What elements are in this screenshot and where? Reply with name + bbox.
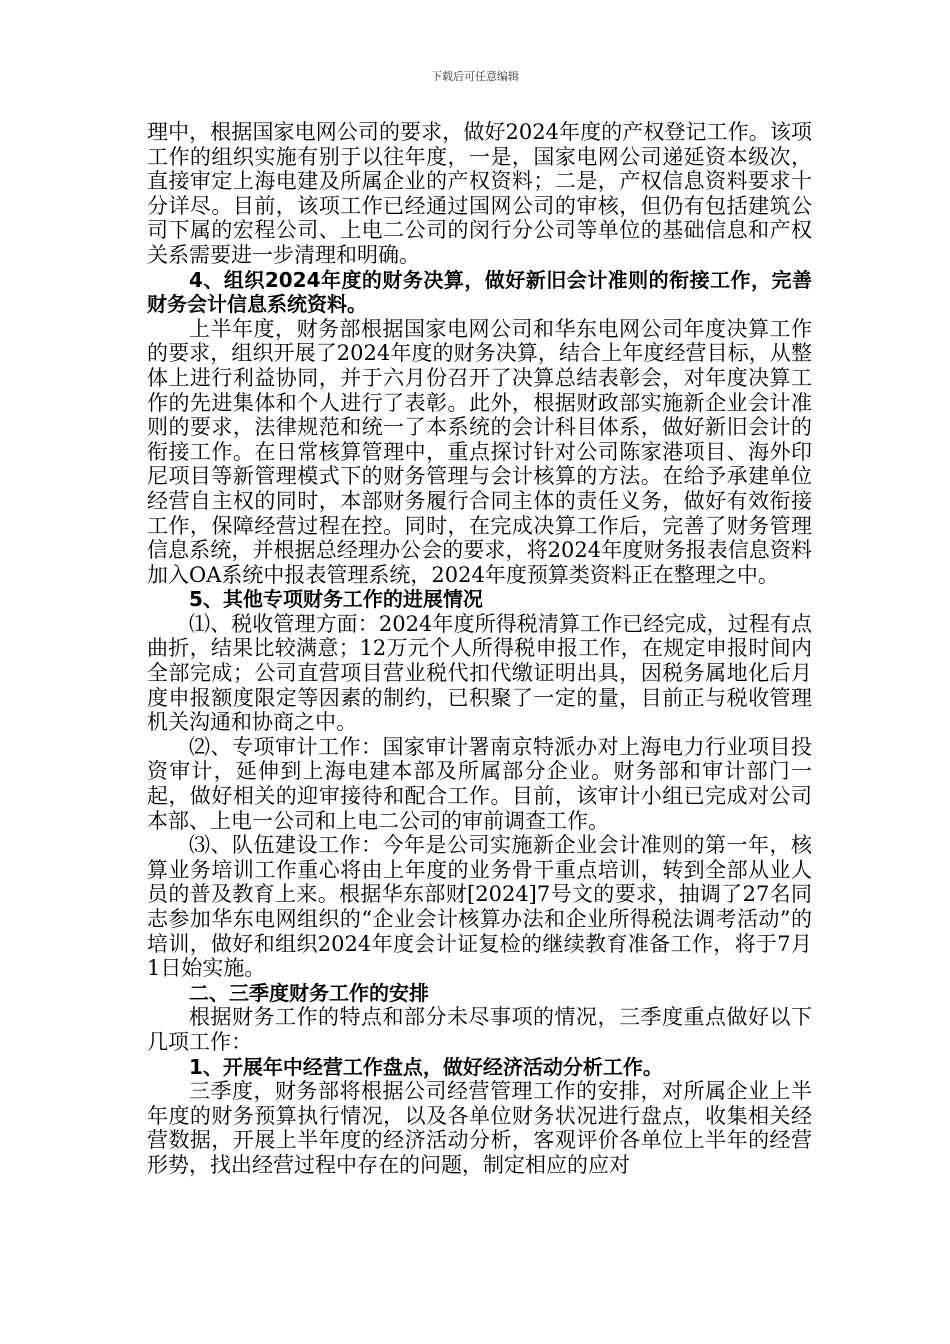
paragraph-team-building: ⑶、队伍建设工作：今年是公司实施新企业会计准则的第一年，核算业务培训工作重心将由上年度的业务骨干重点培训，转到全部从业人员的普及教育上来。根据华东部财[2024]7号文的要求，抽调了27名同志参加华东电网组织的“企业会计核算办法和企业所得税法调考活动”的培训，做好和组织2024年度会计证复检的继续教育准备工作，将于7月1日始实施。	[147, 833, 812, 981]
paragraph-special-audit: ⑵、专项审计工作：国家审计署南京特派办对上海电力行业项目投资审计，延伸到上海电建本部及所属部分企业。财务部和审计部门一起，做好相关的迎审接待和配合工作。目前，该审计小组已完成对公司本部、上电一公司和上电二公司的审前调查工作。	[147, 734, 812, 833]
paragraph-midyear-review: 三季度，财务部将根据公司经营管理工作的安排，对所属企业上半年度的财务预算执行情况，以及各单位财务状况进行盘点，收集相关经营数据，开展上半年度的经济活动分析，客观评价各单位上半年的经营形势，找出经营过程中存在的问题，制定相应的应对	[147, 1079, 812, 1177]
paragraph-tax-management: ⑴、税收管理方面：2024年度所得税清算工作已经完成，过程有点曲折，结果比较满意；12万元个人所得税申报工作，在规定申报时间内全部完成；公司直营项目营业税代扣代缴证明出具，因税务属地化后月度申报额度限定等因素的制约，已积聚了一定的量，目前正与税收管理机关沟通和协商之中。	[147, 611, 812, 735]
page-header: 下载后可任意编辑	[431, 70, 519, 83]
heading-midyear-review: 1、开展年中经营工作盘点，做好经济活动分析工作。	[189, 1054, 663, 1079]
paragraph-third-quarter-intro: 根据财务工作的特点和部分未尽事项的情况，三季度重点做好以下几项工作：	[147, 1005, 812, 1054]
document-body	[147, 120, 812, 1178]
heading-third-quarter-plan: 二、三季度财务工作的安排	[189, 980, 429, 1005]
paragraph-property-registration: 理中，根据国家电网公司的要求，做好2024年度的产权登记工作。该项工作的组织实施有别于以往年度，一是，国家电网公司递延资本级次，直接审定上海电建及所属企业的产权资料；二是，产权信息资料要求十分详尽。目前，该项工作已经通过国网公司的审核，但仍有包括建筑公司下属的宏程公司、上电二公司的闵行分公司等单位的基础信息和产权关系需要进一步清理和明确。	[147, 120, 812, 267]
heading-special-financial-work: 5、其他专项财务工作的进展情况	[189, 587, 483, 612]
heading-financial-settlement: 4、组织2024年度的财务决算，做好新旧会计准则的衔接工作，完善财务会计信息系统资料。	[147, 267, 812, 317]
paragraph-settlement-details: 上半年度，财务部根据国家电网公司和华东电网公司年度决算工作的要求，组织开展了2024年度的财务决算，结合上年度经营目标，从整体上进行利益协同，并于六月份召开了决算总结表彰会，对年度决算工作的先进集体和个人进行了表彰。此外，根据财政部实施新企业会计准则的要求，法律规范和统一了本系统的会计科目体系，做好新旧会计的衔接工作。在日常核算管理中，重点探讨针对公司陈家港项目、海外印尼项目等新管理模式下的财务管理与会计核算的方法。在给予承建单位经营自主权的同时，本部财务履行合同主体的责任义务，做好有效衔接工作，保障经营过程在控。同时，在完成决算工作后，完善了财务管理信息系统，并根据总经理办公会的要求，将2024年度财务报表信息资料加入OA系统中报表管理系统，2024年度预算类资料正在整理之中。	[147, 316, 812, 587]
